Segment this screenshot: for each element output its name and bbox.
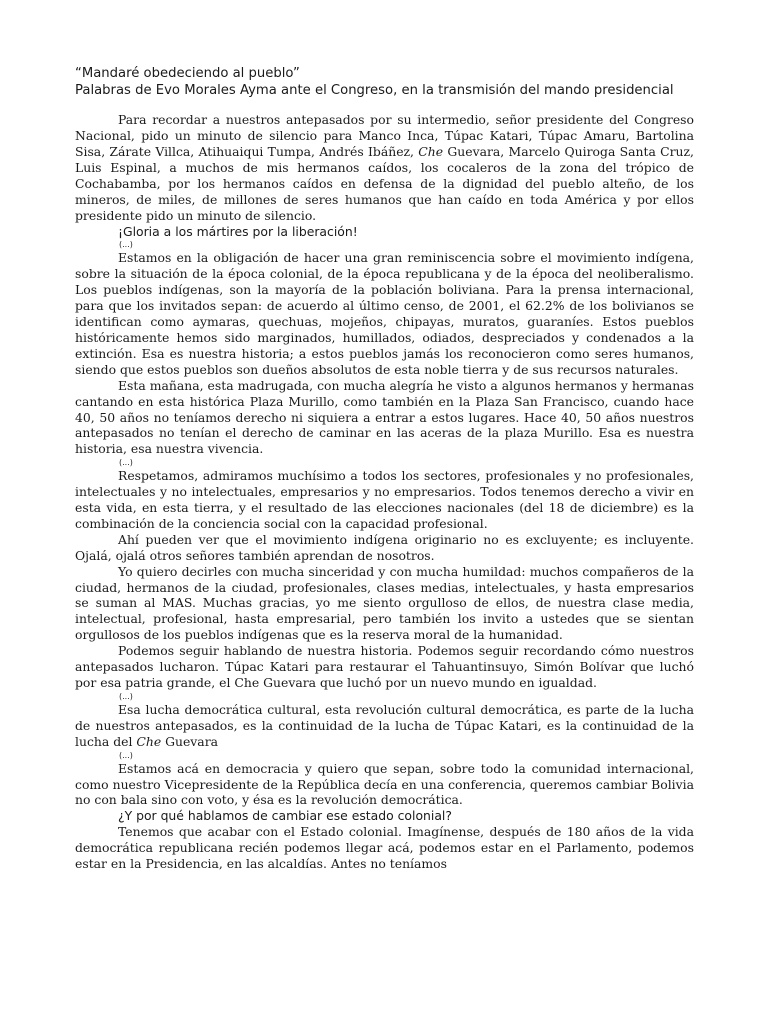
- paragraph-text: Para recordar a nuestros antepasados por su intermedio, señor presidente del Congreso Nacional, pido un minuto de silencio para Manco Inca, Túpac Katari, Túpac Amaru, Bartolina Sisa, Zárate Villca, Atihuaiqui Tumpa, Andrés Ibáñez,: [75, 112, 694, 159]
- document-page: [75, 66, 694, 872]
- document-title: “Mandaré obedeciendo al pueblo”: [75, 66, 300, 81]
- paragraph-democratic-struggle: [75, 702, 694, 750]
- ellipsis-marker: (...): [119, 750, 133, 760]
- paragraph-text: Guevara, Marcelo Quiroga Santa Cruz, Luis Espinal, a muchos de mis hermanos caídos, los cocaleros de la zona del trópico de Cochabamba, por los hermanos caídos en defensa de la dignidad del pueblo alteño, de los mineros, de miles, de millones de seres humanos que han caído en toda América y por ellos presidente pido un minuto de silencio.: [75, 144, 694, 223]
- paragraph-text: Guevara: [161, 733, 219, 749]
- document-subtitle: Palabras de Evo Morales Ayma ante el Congreso, en la transmisión del mando presidencial: [75, 82, 674, 98]
- ellipsis-marker: (...): [119, 240, 133, 250]
- italic-che: Che: [136, 733, 162, 749]
- spacer: [75, 99, 694, 112]
- paragraph-colonial-state: Tenemos que acabar con el Estado colonial. Imagínense, después de 180 años de la vida democrática republicana recién podemos llegar acá, podemos estar en el Parlamento, podemos estar en la Presidencia, en las alcaldías. Antes no teníamos: [75, 824, 694, 872]
- paragraph-plaza-murillo: Esta mañana, esta madrugada, con mucha alegría he visto a algunos hermanos y hermanas cantando en esta histórica Plaza Murillo, como también en la Plaza San Francisco, cuando hace 40, 50 años no teníamos derecho ni siquiera a entrar a estos lugares. Hace 40, 50 años nuestros antepasados no tenían el derecho de caminar en las aceras de la plaza Murillo. Esa es nuestra historia, esa nuestra vivencia.: [75, 377, 694, 457]
- italic-che: Che: [418, 144, 444, 159]
- paragraph-sincerity: Yo quiero decirles con mucha sinceridad y con mucha humildad: muchos compañeros de la ciudad, hermanos de la ciudad, profesionales, clases medias, intelectuales, y hasta empresarios se suman al MAS. Muchas gracias, yo me siento orgulloso de ellos, de nuestra clase media, intelectual, profesional, hasta empresarial, pero también los invito a ustedes que se sientan orgullosos de los pueblos indígenas que es la reserva moral de la humanidad.: [75, 563, 694, 643]
- paragraph-democracy: Estamos acá en democracia y quiero que sepan, sobre todo la comunidad internacional, como nuestro Vicepresidente de la República decía en una conferencia, queremos cambiar Bolivia no con bala sino con voto, y ésa es la revolución democrática.: [75, 760, 694, 808]
- paragraph-inclusive: Ahí pueden ver que el movimiento indígena originario no es excluyente; es incluyente. Ojalá, ojalá otros señores también aprendan de nosotros.: [75, 531, 694, 563]
- paragraph-indigenous-movement: Estamos en la obligación de hacer una gran reminiscencia sobre el movimiento indígena, sobre la situación de la época colonial, de la época republicana y de la época del neoliberalismo. Los pueblos indígenas, son la mayoría de la población boliviana. Para la prensa internacional, para que los invitados sepan: de acuerdo al último censo, de 2001, el 62.2% de los bolivianos se identifican como aymaras, quechuas, mojeños, chipayas, muratos, guaraníes. Estos pueblos históricamente hemos sido marginados, humillados, odiados, despreciados y condenados a la extinción. Esa es nuestra historia; a estos pueblos jamás los reconocieron como seres humanos, siendo que estos pueblos son dueños absolutos de esta noble tierra y de sus recursos naturales.: [75, 250, 694, 377]
- paragraph-question: ¿Y por qué hablamos de cambiar ese estado colonial?: [118, 808, 452, 824]
- paragraph-minute-of-silence: [75, 112, 694, 223]
- paragraph-text: Esa lucha democrática cultural, esta revolución cultural democrática, es parte de la lucha de nuestros antepasados, es la continuidad de la lucha de Túpac Katari, es la continuidad de la lucha del: [75, 701, 694, 749]
- ellipsis-marker: (...): [119, 458, 133, 468]
- paragraph-history: Podemos seguir hablando de nuestra historia. Podemos seguir recordando cómo nuestros antepasados lucharon. Túpac Katari para restaurar el Tahuantinsuyo, Simón Bolívar que luchó por esa patria grande, el Che Guevara que luchó por un nuevo mundo en igualdad.: [75, 643, 694, 690]
- paragraph-gloria: ¡Gloria a los mártires por la liberación!: [118, 223, 358, 239]
- ellipsis-marker: (...): [119, 691, 133, 701]
- paragraph-respect-sectors: Respetamos, admiramos muchísimo a todos los sectores, profesionales y no profesionales, intelectuales y no intelectuales, empresarios y no empresarios. Todos tenemos derecho a vivir en esta vida, en esta tierra, y el resultado de las elecciones nacionales (del 18 de diciembre) es la combinación de la conciencia social con la capacidad profesional.: [75, 468, 694, 531]
